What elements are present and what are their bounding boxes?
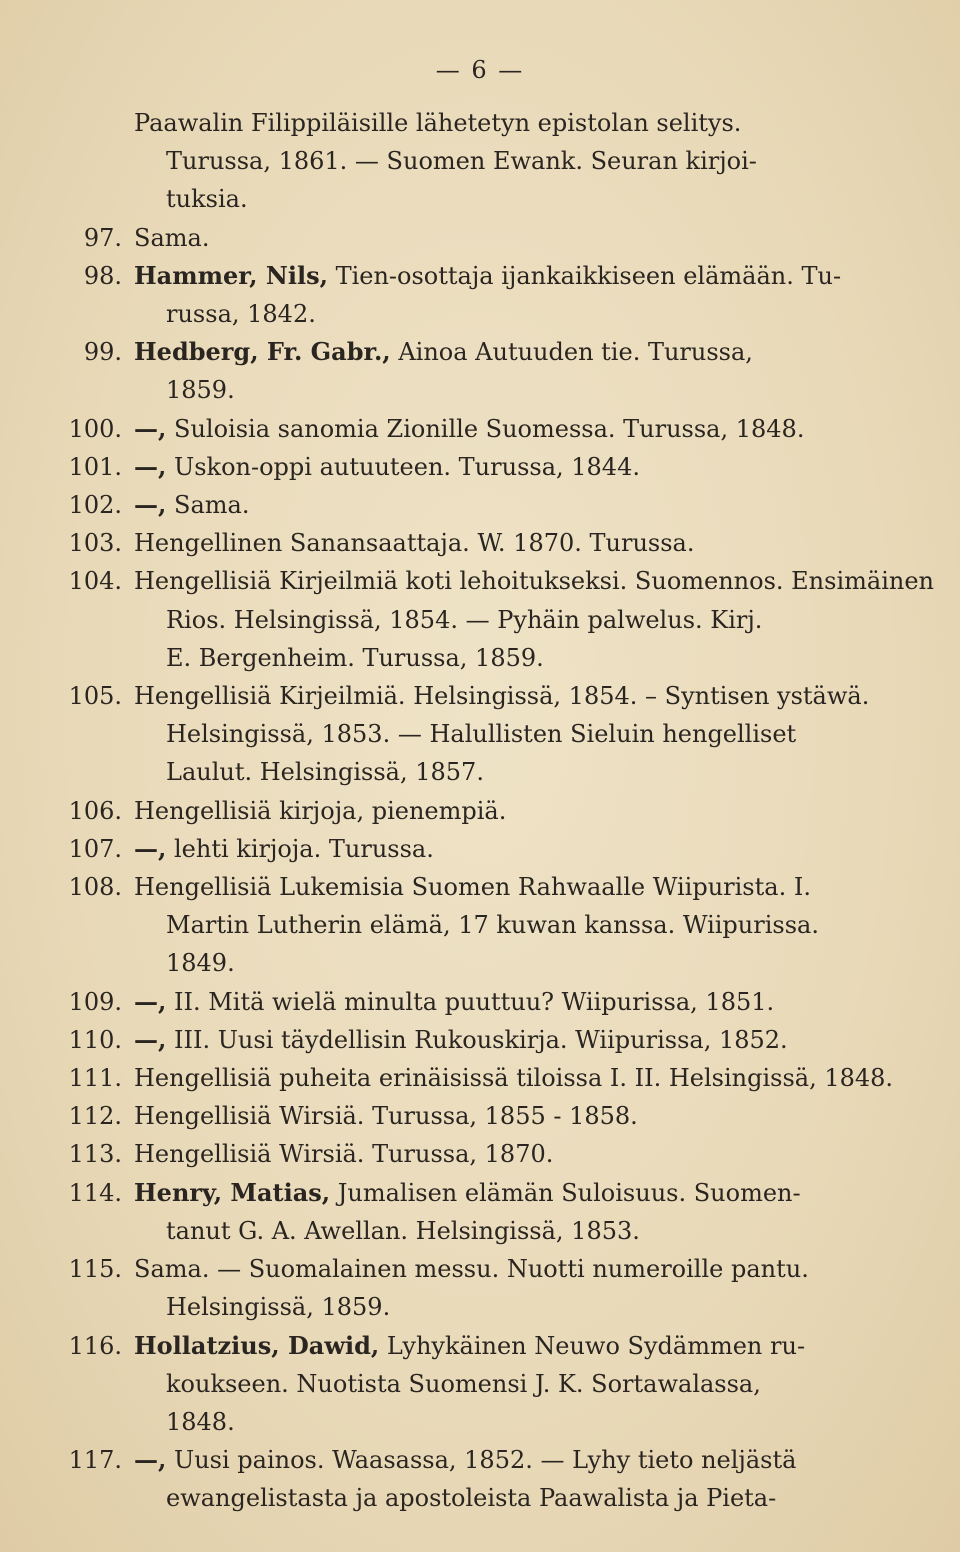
entry-line [134,333,890,371]
entry-text [128,219,890,257]
entry-line-text: Turussa, 1861. — Suomen Ewank. Seuran kirjoi- [166,147,757,176]
entry-number: 117. [68,1446,122,1475]
entry-line [134,944,890,982]
entry-number: 107. [68,834,122,863]
entry-number: 113. [68,1140,122,1169]
entry-line [134,257,890,295]
entry-line-text: 1849. [166,949,235,978]
entry-text [128,1174,890,1250]
bibliography-entry [60,1441,890,1517]
entry-line-text: Hengellisiä puheita erinäisissä tiloissa I. II. Helsingissä, 1848. [134,1064,894,1093]
entry-line [134,295,890,333]
entry-line [134,410,890,448]
entry-line [134,486,890,524]
entry-text [128,1441,890,1517]
entry-text [128,830,890,868]
entry-text [128,1135,890,1173]
entry-author: Hollatzius, Dawid, [134,1330,380,1360]
entry-line-text: Suloisia sanomia Zionille Suomessa. Turussa, 1848. [174,414,805,443]
entry-text [128,868,890,983]
bibliography-entry [60,792,890,830]
entry-author: —, [134,1024,167,1054]
entry-line-text: Ainoa Autuuden tie. Turussa, [398,338,753,367]
entry-line-text: Jumalisen elämän Suloisuus. Suomen- [337,1178,801,1207]
entry-line [134,219,890,257]
entry-line-text: Hengellisiä Wirsiä. Turussa, 1855 - 1858. [134,1102,638,1131]
entry-author: —, [134,451,167,481]
entry-author: —, [134,1445,167,1475]
bibliography-entry [60,562,934,677]
bibliography-entry [60,486,890,524]
entry-line [134,1212,890,1250]
entry-line [134,1327,890,1365]
entry-line [134,1097,890,1135]
entry-text [128,410,890,448]
entry-line-text: Hengellisiä kirjoja, pienempiä. [134,796,507,825]
entry-number: 101. [68,452,122,481]
entry-line-text: E. Bergenheim. Turussa, 1859. [166,643,544,672]
entry-line-text: lehti kirjoja. Turussa. [174,834,434,863]
entry-line [134,1174,890,1212]
entry-line [134,1059,893,1097]
entry-line [134,1135,890,1173]
entry-line [134,1021,890,1059]
entry-line-text: Hengellisiä Kirjeilmiä. Helsingissä, 1854. – Syntisen ystäwä. [134,682,870,711]
bibliography-entry [60,1250,890,1326]
entry-line-text: Rios. Helsingissä, 1854. — Pyhäin palwelus. Kirj. [166,605,763,634]
entry-author: Henry, Matias, [134,1177,331,1207]
entry-number: 106. [68,796,122,825]
entry-line-text: Hengellisiä Wirsiä. Turussa, 1870. [134,1140,554,1169]
page-number: — 6 — [435,56,525,84]
bibliography-entry [60,333,890,409]
entry-line-text: Martin Lutherin elämä, 17 kuwan kanssa. Wiipurissa. [166,911,819,940]
entry-line-text: ewangelistasta ja apostoleista Paawalista ja Pieta- [166,1484,777,1513]
entry-number: 115. [68,1255,122,1284]
entry-text [128,1250,890,1326]
entry-line-text: Helsingissä, 1853. — Halullisten Sieluin hengelliset [166,720,797,749]
entry-line [134,1288,890,1326]
entry-text [128,1059,893,1097]
entry-line [134,142,890,180]
entry-line-text: 1848. [166,1407,235,1436]
entry-line [134,1479,890,1517]
entry-line [134,524,890,562]
entry-number: 97. [83,223,122,252]
entry-line-text: Lyhykäinen Neuwo Sydämmen ru- [386,1331,806,1360]
entry-line [134,715,890,753]
entry-text [128,486,890,524]
entry-number: 105. [68,682,122,711]
bibliography-entry [60,983,890,1021]
bibliography-entry [60,219,890,257]
bibliography-entry [60,257,890,333]
entry-author: —, [134,413,167,443]
entry-author: Hedberg, Fr. Gabr., [134,337,391,367]
entry-line [134,906,890,944]
entry-line-text: Uusi painos. Waasassa, 1852. — Lyhy tieto neljästä [174,1446,797,1475]
entry-line [134,753,890,791]
entry-author: —, [134,490,167,520]
entry-line-text: Hengellisiä Kirjeilmiä koti lehoitukseksi. Suomennos. Ensimäinen [134,567,934,596]
entry-line-text: Sama. — Suomalainen messu. Nuotti numeroille pantu. [134,1255,809,1284]
bibliography-list [60,104,934,1518]
entry-line [134,830,890,868]
entry-text [128,677,890,792]
entry-author: Hammer, Nils, [134,260,328,290]
entry-text [128,448,890,486]
bibliography-entry [60,410,890,448]
bibliography-entry [60,1135,890,1173]
entry-line [134,371,890,409]
bibliography-entry [60,1059,894,1097]
entry-line [134,1403,890,1441]
entry-line [134,448,890,486]
bibliography-entry [60,1174,890,1250]
entry-text [128,257,890,333]
entry-text [128,983,890,1021]
entry-line [134,1250,890,1288]
entry-number: 98. [83,261,122,290]
entry-line-text: Hengellinen Sanansaattaja. W. 1870. Turussa. [134,529,695,558]
entry-text [128,1327,890,1442]
entry-number: 100. [68,414,122,443]
entry-text [128,562,934,677]
entry-line-text: Sama. [134,223,210,252]
entry-number: 111. [68,1064,122,1093]
entry-line-text: russa, 1842. [166,300,316,329]
bibliography-entry [60,830,890,868]
entry-line [134,983,890,1021]
entry-line [134,639,934,677]
bibliography-entry [60,104,890,219]
entry-number: 99. [83,338,122,367]
entry-text [128,1097,890,1135]
entry-line-text: koukseen. Nuotista Suomensi J. K. Sortawalassa, [166,1369,761,1398]
entry-text [128,524,890,562]
bibliography-entry [60,1327,890,1442]
entry-line-text: Hengellisiä Lukemisia Suomen Rahwaalle Wiipurista. I. [134,873,811,902]
entry-line [134,601,934,639]
entry-line-text: Helsingissä, 1859. [166,1293,391,1322]
entry-author: —, [134,833,167,863]
entry-number: 102. [68,491,122,520]
bibliography-entry [60,448,890,486]
entry-line-text: II. Mitä wielä minulta puuttuu? Wiipurissa, 1851. [174,987,775,1016]
bibliography-entry [60,677,890,792]
entry-author: —, [134,986,167,1016]
entry-line-text: III. Uusi täydellisin Rukouskirja. Wiipurissa, 1852. [174,1025,788,1054]
entry-line-text: Sama. [174,491,250,520]
entry-number: 108. [68,873,122,902]
entry-text [128,1021,890,1059]
bibliography-entry [60,1021,890,1059]
entry-line [134,868,890,906]
entry-line [134,1441,890,1479]
entry-number: 104. [68,567,122,596]
entry-line-text: Tien-osottaja ijankaikkiseen elämään. Tu- [335,261,842,290]
bibliography-entry [60,868,890,983]
entry-number: 103. [68,529,122,558]
entry-line [134,677,890,715]
entry-line [134,792,890,830]
entry-number: 109. [68,987,122,1016]
entry-line [134,104,890,142]
entry-line-text: tanut G. A. Awellan. Helsingissä, 1853. [166,1216,640,1245]
entry-line-text: 1859. [166,376,235,405]
entry-number: 112. [68,1102,122,1131]
entry-text [128,104,890,219]
entry-text [128,792,890,830]
entry-line [134,562,934,600]
entry-number: 110. [68,1025,122,1054]
entry-line-text: tuksia. [166,185,248,214]
entry-line [134,180,890,218]
entry-line-text: Paawalin Filippiläisille lähetetyn epistolan selitys. [134,109,742,137]
entry-text [128,333,890,409]
entry-line [134,1365,890,1403]
entry-line-text: Uskon-oppi autuuteen. Turussa, 1844. [174,452,640,481]
entry-number: 116. [68,1331,122,1360]
bibliography-entry [60,524,890,562]
entry-number: 114. [68,1178,122,1207]
entry-line-text: Laulut. Helsingissä, 1857. [166,758,484,787]
bibliography-entry [60,1097,890,1135]
